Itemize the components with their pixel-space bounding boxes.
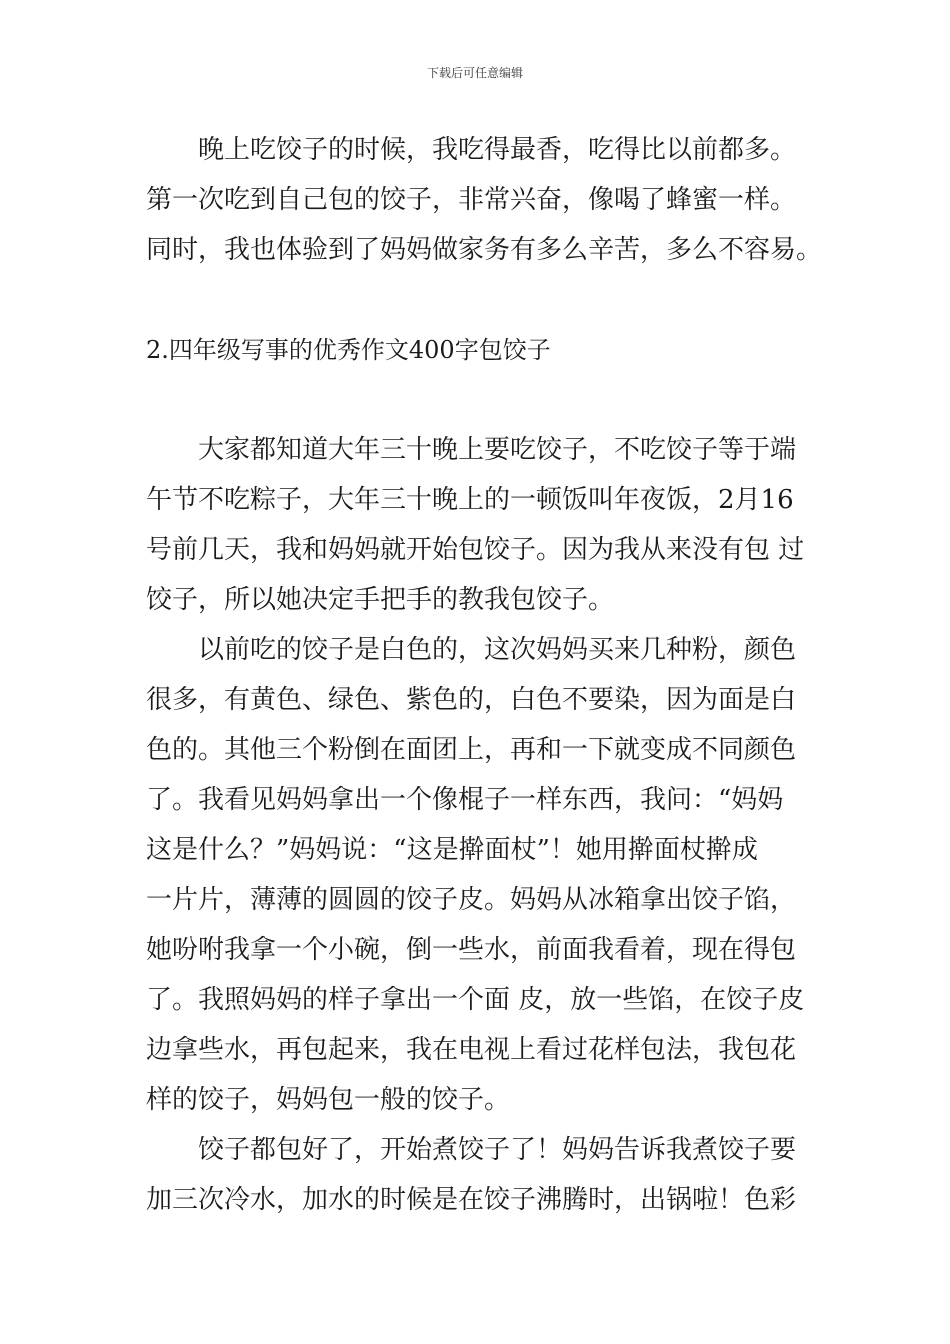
paragraph-line: 了。我照妈妈的样子拿出一个面 皮，放一些馅，在饺子皮 xyxy=(146,985,805,1015)
paragraph-line: 加三次冷水，加水的时候是在饺子沸腾时，出锅啦！色彩 xyxy=(146,1185,797,1215)
paragraph-line: 以前吃的饺子是白色的，这次妈妈买来几种粉，颜色 xyxy=(198,635,797,665)
paragraph-line: 大家都知道大年三十晚上要吃饺子，不吃饺子等于端 xyxy=(198,435,797,465)
paragraph-line: 这是什么？”妈妈说：“这是擀面杖”！她用擀面杖擀成 xyxy=(146,835,758,865)
page-header: 下载后可任意编辑 xyxy=(426,66,523,80)
paragraph-line: 号前几天，我和妈妈就开始包饺子。因为我从来没有包 过 xyxy=(146,535,805,565)
paragraph-line: 同时，我也体验到了妈妈做家务有多么辛苦，多么不容易。 xyxy=(146,235,823,265)
paragraph-line: 很多，有黄色、绿色、紫色的，白色不要染，因为面是白 xyxy=(146,685,797,715)
paragraph-line: 了。我看见妈妈拿出一个像棍子一样东西，我问：“妈妈 xyxy=(146,785,784,815)
paragraph-line: 色的。其他三个粉倒在面团上，再和一下就变成不同颜色 xyxy=(146,735,797,765)
paragraph-line: 午节不吃粽子，大年三十晚上的一顿饭叫年夜饭，2月16 xyxy=(146,485,794,515)
section-heading: 2.四年级写事的优秀作文400字包饺子 xyxy=(146,336,551,364)
paragraph-line: 她吩咐我拿一个小碗，倒一些水，前面我看着，现在得包 xyxy=(146,935,797,965)
paragraph-line: 一片片，薄薄的圆圆的饺子皮。妈妈从冰箱拿出饺子馅， xyxy=(146,885,797,915)
paragraph-line: 第一次吃到自己包的饺子，非常兴奋，像喝了蜂蜜一样。 xyxy=(146,185,797,215)
paragraph-line: 饺子都包好了，开始煮饺子了！妈妈告诉我煮饺子要 xyxy=(198,1135,797,1165)
paragraph-line: 晚上吃饺子的时候，我吃得最香，吃得比以前都多。 xyxy=(198,135,797,165)
paragraph-line: 样的饺子，妈妈包一般的饺子。 xyxy=(146,1085,511,1115)
paragraph-line: 饺子，所以她决定手把手的教我包饺子。 xyxy=(146,585,615,615)
paragraph-line: 边拿些水，再包起来，我在电视上看过花样包法，我包花 xyxy=(146,1035,797,1065)
